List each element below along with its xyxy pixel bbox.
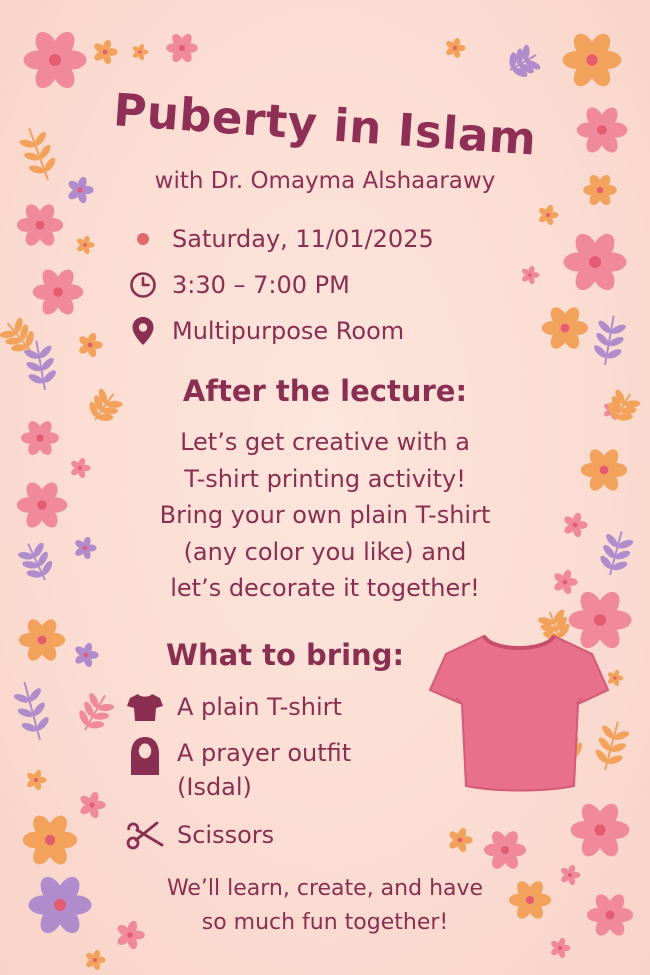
flower (484, 829, 526, 872)
poster-subtitle: with Dr. Omayma Alshaarawy (154, 168, 496, 194)
activity-line: Bring your own plain T-shirt (159, 501, 491, 529)
flower (26, 769, 47, 791)
flower (521, 265, 540, 285)
location-text: Multipurpose Room (172, 317, 405, 345)
activity-line: T-shirt printing activity! (184, 464, 466, 493)
flower (550, 937, 571, 959)
flower (79, 791, 106, 820)
flower (166, 32, 198, 64)
leaf-sprig (9, 678, 55, 744)
flower (132, 43, 149, 61)
location-pin-icon (128, 316, 158, 346)
bring-item-prayer-outfit (125, 736, 351, 804)
leaf-sprig (595, 528, 637, 580)
flower (33, 266, 83, 317)
dot-icon (128, 224, 158, 254)
flower (85, 949, 106, 971)
poster-title: Puberty in Islam (111, 83, 539, 166)
leaf-sprig (72, 688, 119, 738)
flower (23, 812, 78, 868)
flower (538, 204, 559, 226)
flower (448, 827, 473, 853)
activity-line: let’s decorate it together! (170, 574, 480, 602)
flower (21, 419, 59, 457)
flower (17, 201, 63, 248)
closing-message (80, 872, 570, 940)
flower (587, 891, 633, 938)
closing-line: so much fun together! (201, 910, 449, 935)
flower (74, 642, 99, 668)
activity-line: (any color you like) and (183, 537, 467, 566)
date-row (128, 222, 434, 256)
bring-item-label: A plain T-shirt (177, 693, 342, 721)
time-row (128, 268, 350, 302)
bring-item-scissors (125, 818, 274, 852)
clock-icon (128, 270, 158, 300)
flower (542, 304, 588, 351)
flower (76, 235, 95, 255)
scissors-icon (125, 818, 165, 852)
after-lecture-heading: After the lecture: (182, 374, 468, 408)
bring-item-tshirt (125, 690, 342, 724)
flower (17, 479, 67, 530)
what-to-bring-heading: What to bring: (166, 638, 405, 672)
bring-item-label: Scissors (177, 821, 275, 849)
time-text: 3:30 – 7:00 PM (172, 271, 350, 299)
leaf-sprig (502, 42, 544, 84)
flower (93, 39, 118, 65)
location-row (128, 314, 404, 348)
flower (564, 230, 627, 294)
activity-description (90, 424, 560, 607)
bring-item-label: A prayer outfit (Isdal) (177, 739, 352, 801)
prayer-outfit-icon (125, 736, 165, 776)
flower (19, 616, 65, 663)
flower (571, 800, 630, 860)
tshirt-icon (125, 690, 165, 724)
leaf-sprig (590, 313, 629, 368)
flower (445, 37, 466, 59)
flower (563, 512, 588, 538)
flower (78, 332, 103, 358)
leaf-sprig (14, 537, 59, 586)
flower (563, 30, 622, 90)
activity-line: Let’s get creative with a (180, 428, 470, 456)
date-text: Saturday, 11/01/2025 (172, 225, 434, 253)
flower (70, 457, 91, 479)
closing-line: We’ll learn, create, and have (166, 876, 484, 901)
flower (581, 446, 627, 493)
tshirt-illustration (426, 628, 612, 798)
